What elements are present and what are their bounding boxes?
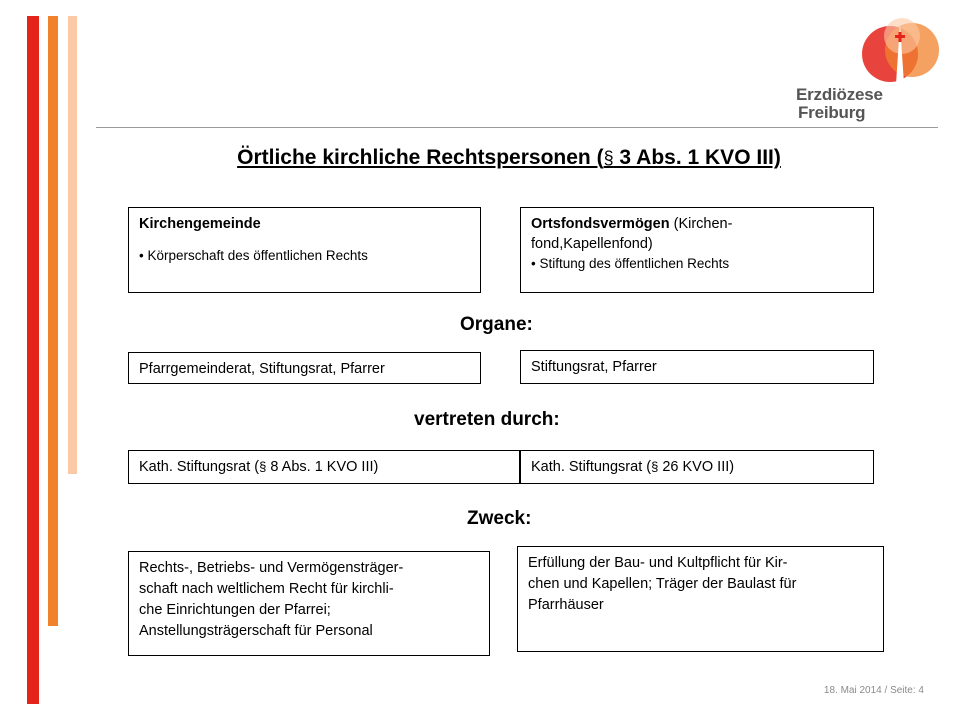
footer-date-page: 18. Mai 2014 / Seite: 4 (823, 685, 924, 696)
box-line: Rechts-, Betriebs- und Vermögensträger- (139, 560, 404, 576)
peach-accent-bar (68, 16, 77, 474)
box-bullet: • Körperschaft des öffentlichen Rechts (139, 248, 368, 263)
box-text: Stiftungsrat, Pfarrer (531, 359, 657, 375)
section-sign: § (651, 459, 659, 474)
box-organs-right (520, 350, 874, 384)
box-heading: Ortsfondsvermögen (531, 216, 670, 232)
header-divider (96, 127, 938, 128)
archdiocese-logo-icon (860, 14, 940, 92)
box-ortsfondsvermoegen (520, 207, 874, 293)
logo-line-2: Freiburg (798, 103, 866, 122)
page-title (96, 146, 922, 170)
box-purpose-right (517, 546, 884, 652)
box-representation-left (128, 450, 520, 484)
box-text: Kath. Stiftungsrat ( (531, 459, 652, 475)
box-line: Erfüllung der Bau- und Kultpflicht für Kir- (528, 555, 788, 571)
box-line: chen und Kapellen; Träger der Baulast für (528, 576, 797, 592)
box-purpose-left (128, 551, 490, 656)
red-accent-bar (27, 16, 39, 704)
box-representation-right (520, 450, 874, 484)
box-heading-line-2: fond,Kapellenfond) (531, 236, 653, 252)
box-text-tail: 8 Abs. 1 KVO III) (266, 459, 379, 475)
logo-wordmark (796, 86, 906, 122)
box-kirchengemeinde (128, 207, 481, 293)
section-sign: § (259, 459, 267, 474)
title-main: Örtliche kirchliche Rechtspersonen ( (237, 146, 604, 169)
title-section-sign: § (603, 148, 614, 168)
label-purpose: Zweck: (467, 508, 532, 529)
box-line: schaft nach weltlichem Recht für kirchli- (139, 581, 394, 597)
box-heading: Kirchengemeinde (139, 216, 261, 232)
title-tail: 3 Abs. 1 KVO III) (613, 146, 781, 169)
box-line: Anstellungsträgerschaft für Personal (139, 623, 373, 639)
box-organs-left (128, 352, 481, 384)
box-bullet: • Stiftung des öffentlichen Rechts (531, 256, 730, 271)
box-line: Pfarrhäuser (528, 597, 604, 613)
label-organs: Organe: (460, 314, 533, 335)
box-line: che Einrichtungen der Pfarrei; (139, 602, 331, 618)
box-text-tail: 26 KVO III) (658, 459, 735, 475)
logo-line-1: Erzdiözese (796, 85, 883, 104)
box-text: Pfarrgemeinderat, Stiftungsrat, Pfarrer (139, 361, 385, 377)
box-text: Kath. Stiftungsrat ( (139, 459, 260, 475)
box-heading-suffix: (Kirchen- (669, 216, 733, 232)
orange-accent-bar (48, 16, 58, 626)
label-represented-by: vertreten durch: (414, 409, 560, 430)
